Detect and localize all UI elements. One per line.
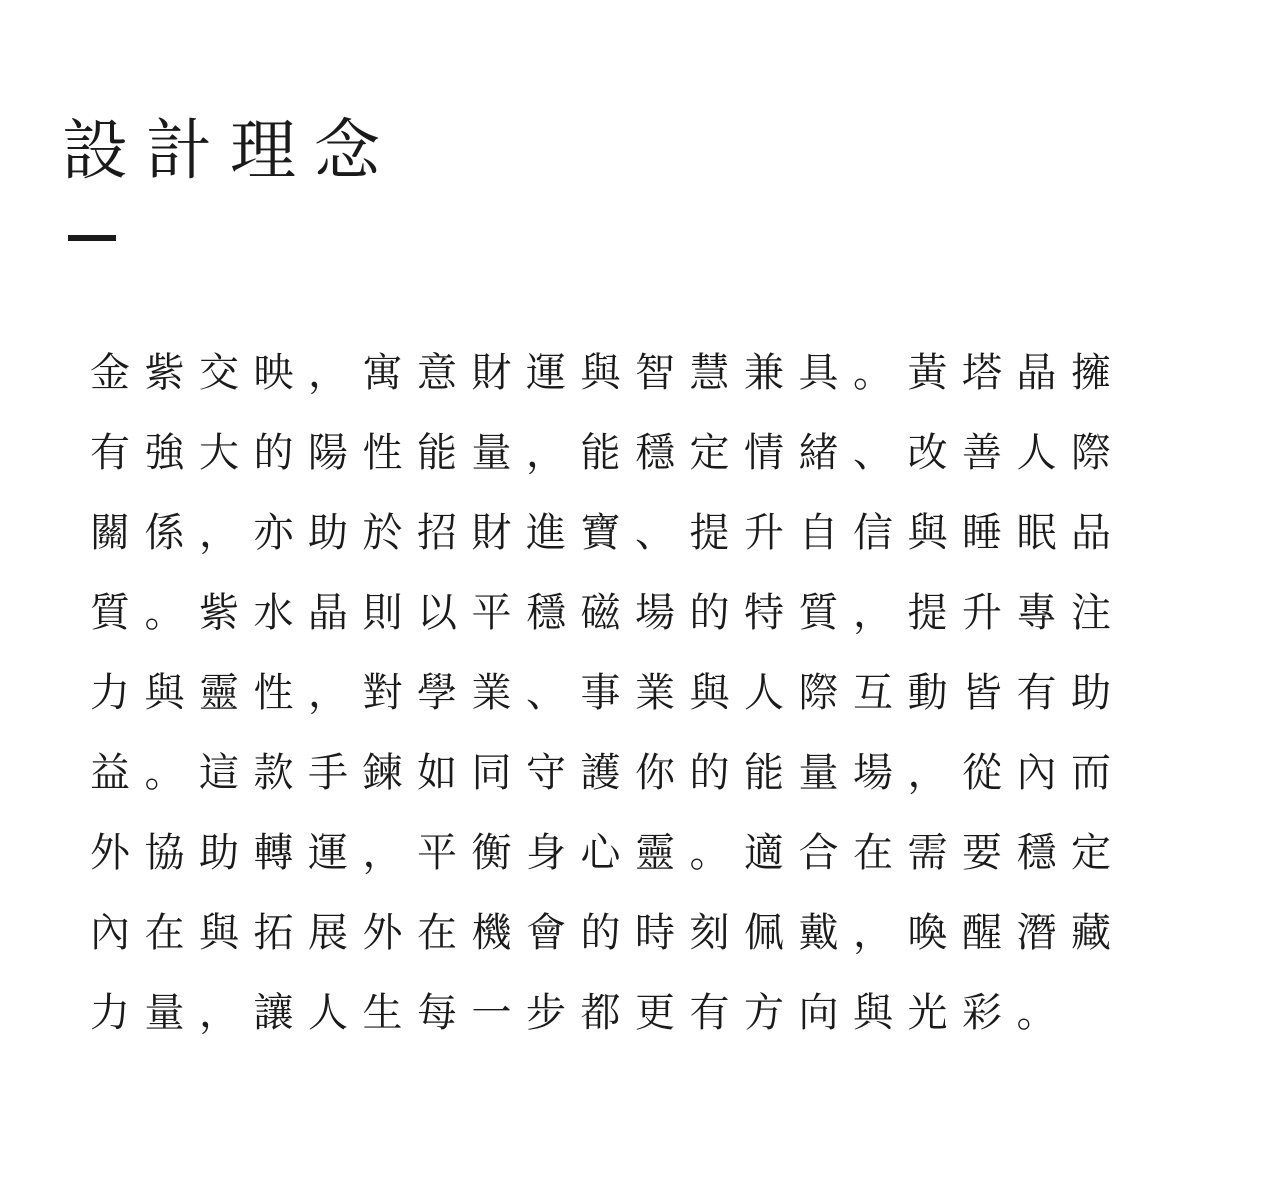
- paragraph-line: 力與靈性，對學業、事業與人際互動皆有助: [90, 670, 1126, 716]
- paragraph-line: 關係，亦助於招財進寶、提升自信與睡眠品: [90, 510, 1126, 556]
- paragraph-line: 金紫交映，寓意財運與智慧兼具。黃塔晶擁: [90, 350, 1126, 396]
- paragraph-line: 外協助轉運，平衡身心靈。適合在需要穩定: [90, 830, 1126, 876]
- description-paragraph: [90, 340, 1190, 1060]
- paragraph-line: 力量，讓人生每一步都更有方向與光彩。: [90, 990, 1071, 1036]
- page-title: 設計理念: [62, 112, 398, 189]
- paragraph-line: 有強大的陽性能量，能穩定情緒、改善人際: [90, 430, 1126, 476]
- paragraph-line: 益。這款手鍊如同守護你的能量場，從內而: [90, 750, 1126, 796]
- paragraph-line: 質。紫水晶則以平穩磁場的特質，提升專注: [90, 590, 1126, 636]
- paragraph-line: 內在與拓展外在機會的時刻佩戴，喚醒潛藏: [90, 910, 1126, 956]
- title-divider: [68, 235, 116, 241]
